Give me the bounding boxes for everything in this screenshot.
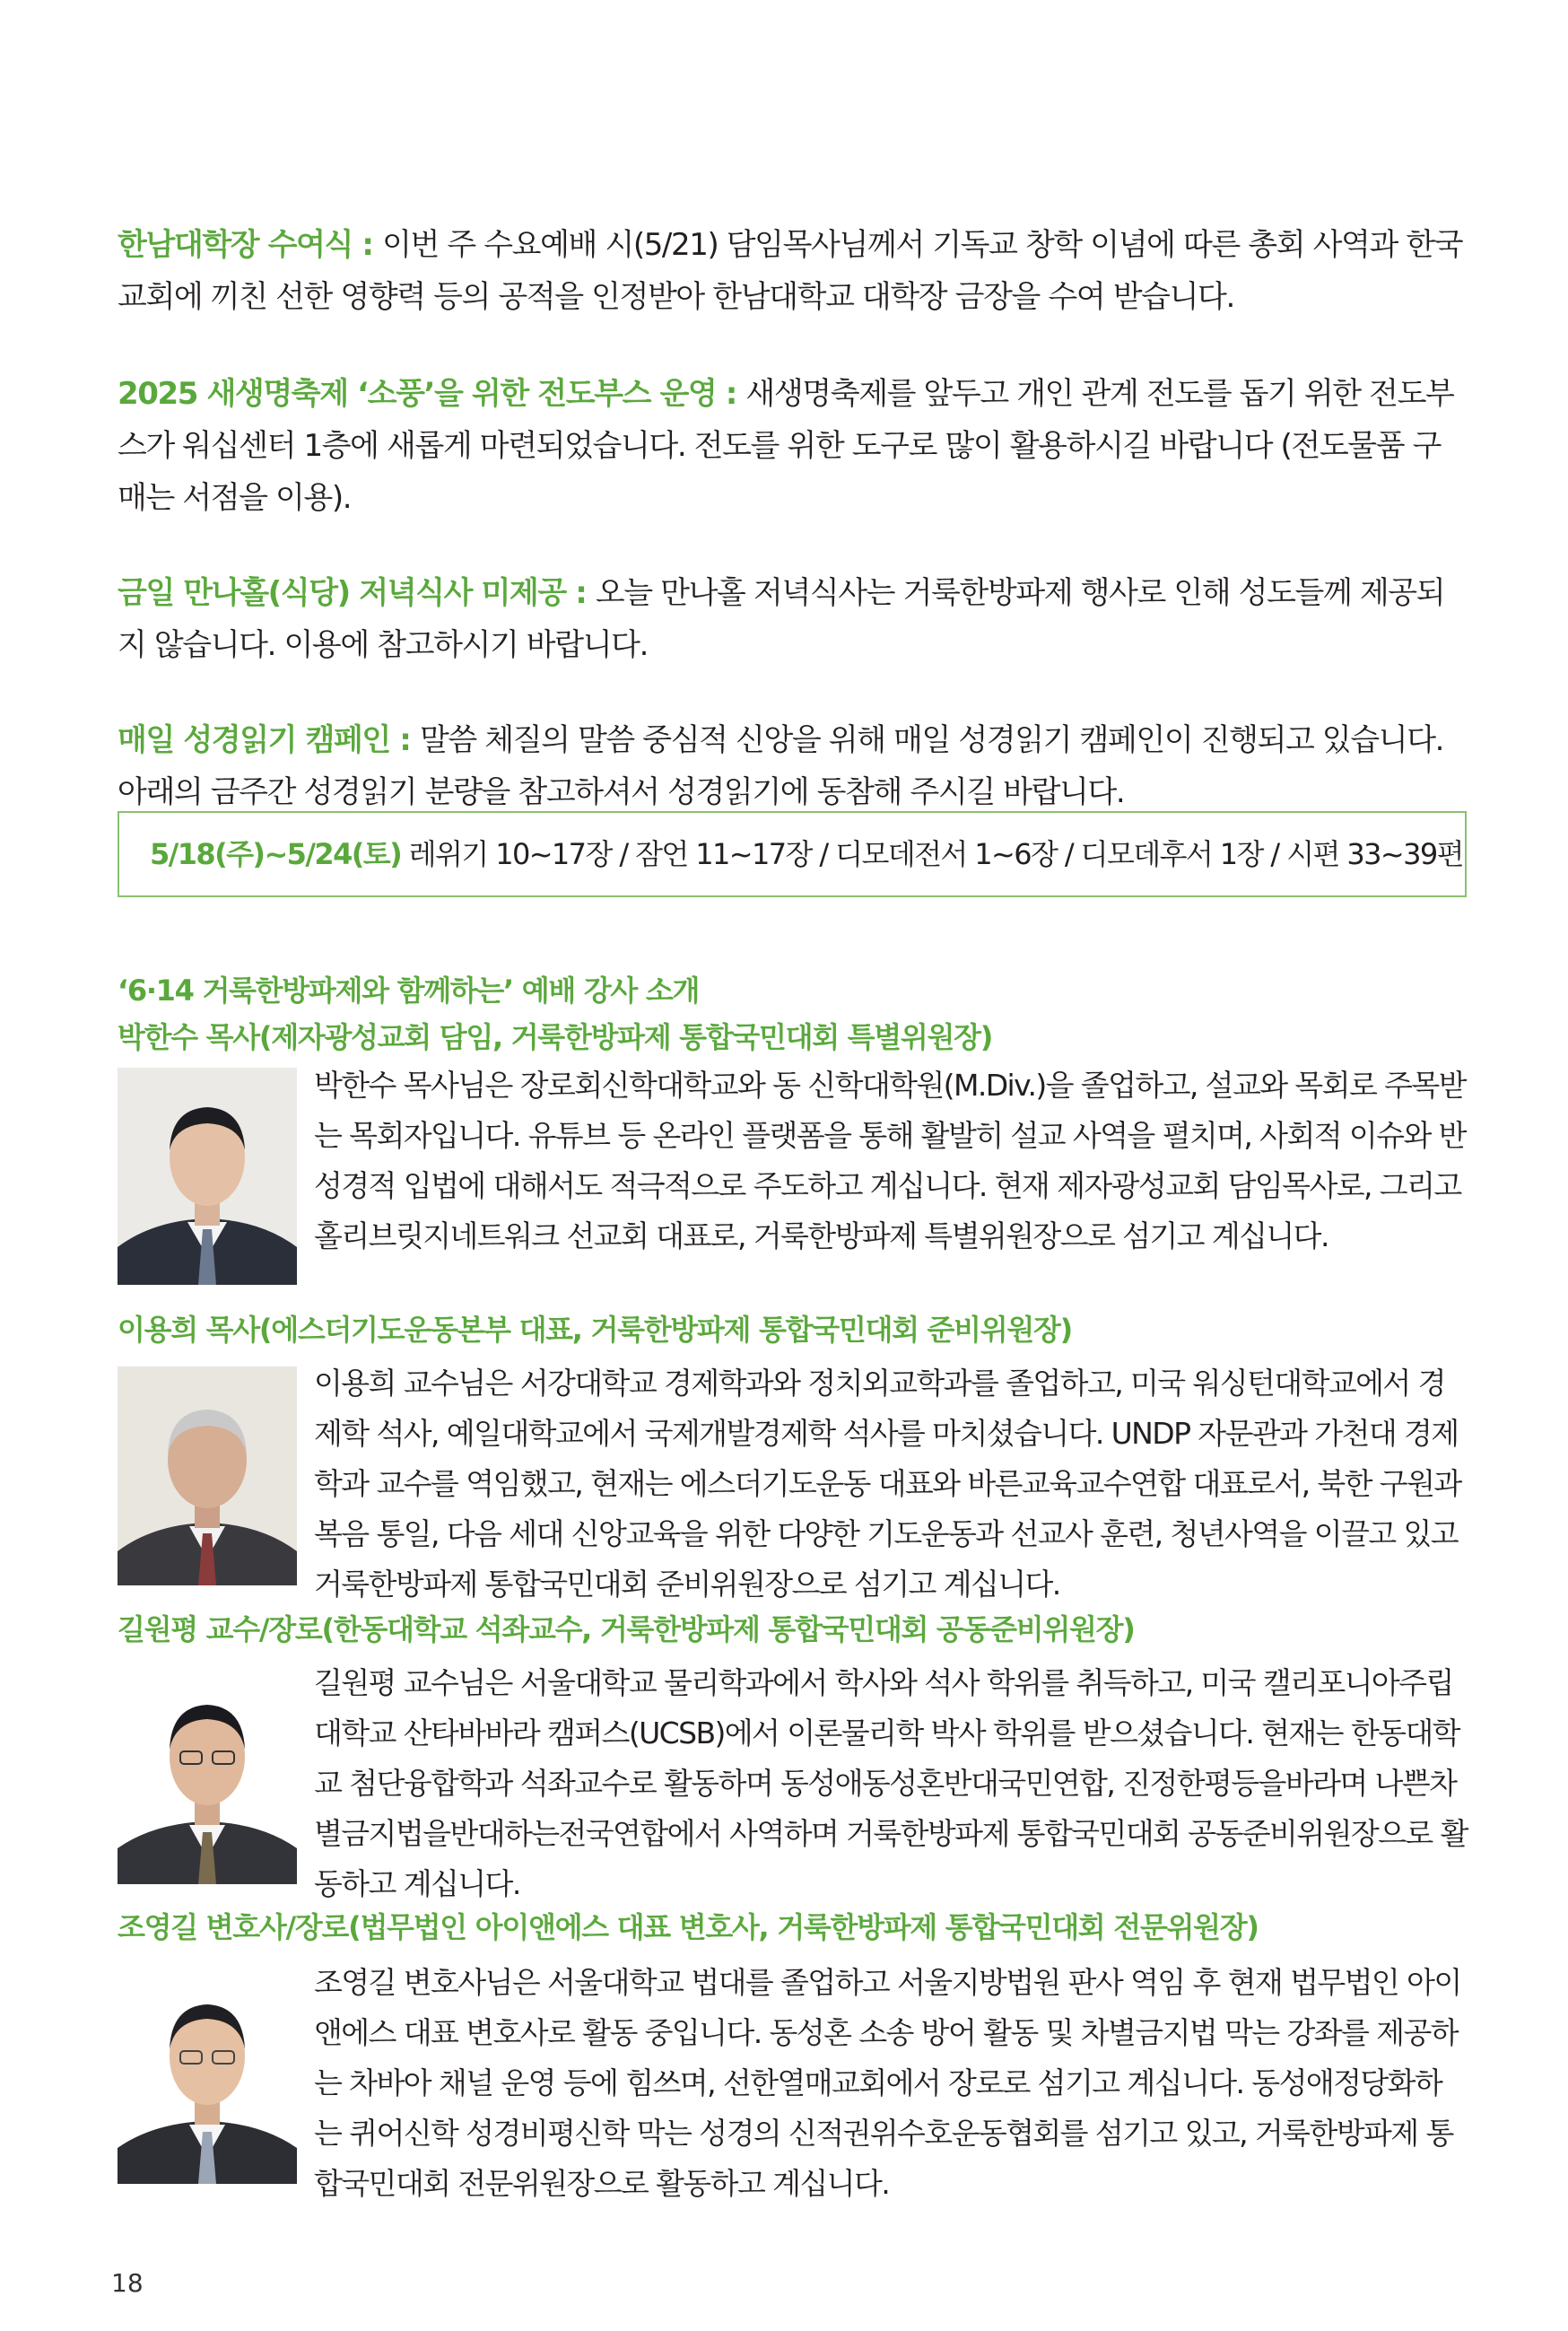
speaker-photo <box>118 1366 297 1585</box>
announcement-body: 새생명축제를 앞두고 개인 관계 전도를 돕기 위한 전도부스가 워십센터 1층에 새롭게 마련되었습니다. 전도를 위한 도구로 많이 활용하시길 바랍니다 (전도물품 구매는 서점을 이용). <box>118 376 1454 516</box>
speaker-heading: 이용희 목사(에스더기도운동본부 대표, 거룩한방파제 통합국민대회 준비위원장) <box>118 1313 1072 1347</box>
page-number: 18 <box>111 2268 144 2298</box>
speaker-heading: 길원평 교수/장로(한동대학교 석좌교수, 거룩한방파제 통합국민대회 공동준비위원장) <box>118 1612 1135 1646</box>
speaker-bio: 길원평 교수님은 서울대학교 물리학과에서 학사와 석사 학위를 취득하고, 미국 캘리포니아주립대학교 산타바바라 캠퍼스(UCSB)에서 이론물리학 박사 학위를 받으셨습니다. 현재는 한동대학교 첨단융합학과 석좌교수로 활동하며 동성애동성혼반대국민연합, 진정한평등을바라며 나쁜차별금지법을반대하는전국연합에서 사역하며 거룩한방파제 통합국민대회 공동준비위원장으로 활동하고 계십니다. <box>314 1665 1468 1901</box>
announcement-body: 오늘 만나홀 저녁식사는 거룩한방파제 행사로 인해 성도들께 제공되지 않습니다. 이용에 참고하시기 바랍니다. <box>118 575 1445 663</box>
announcement-hannam-award <box>118 219 1468 323</box>
speaker-photo <box>118 1965 297 2184</box>
announcement-evangelism-booth <box>118 368 1468 524</box>
reading-schedule-passages: 레위기 10~17장 / 잠언 11~17장 / 디모데전서 1~6장 / 디모데후서 1장 / 시편 33~39편 <box>401 837 1463 871</box>
speaker-heading: 조영길 변호사/장로(법무법인 아이앤에스 대표 변호사, 거룩한방파제 통합국민대회 전문위원장) <box>118 1910 1259 1944</box>
announcement-title: 한남대학장 수여식 : <box>118 227 383 263</box>
announcement-title: 매일 성경읽기 캠페인 : <box>118 722 420 758</box>
announcement-title: 금일 만나홀(식당) 저녁식사 미제공 : <box>118 575 596 611</box>
reading-schedule-dates: 5/18(주)~5/24(토) <box>150 837 402 871</box>
speaker-bio: 이용희 교수님은 서강대학교 경제학과와 정치외교학과를 졸업하고, 미국 워싱턴대학교에서 경제학 석사, 예일대학교에서 국제개발경제학 석사를 마치셨습니다. UNDP 자문관과 가천대 경제학과 교수를 역임했고, 현재는 에스더기도운동 대표와 바른교육교수연합 대표로서, 북한 구원과 복음 통일, 다음 세대 신앙교육을 위한 다양한 기도운동과 선교사 훈련, 청년사역을 이끌고 있고 거룩한방파제 통합국민대회 준비위원장으로 섬기고 계십니다. <box>314 1366 1461 1602</box>
speaker-bio: 박한수 목사님은 장로회신학대학교와 동 신학대학원(M.Div.)을 졸업하고, 설교와 목회로 주목받는 목회자입니다. 유튜브 등 온라인 플랫폼을 통해 활발히 설교 사역을 펼치며, 사회적 이슈와 반성경적 입법에 대해서도 적극적으로 주도하고 계십니다. 현재 제자광성교회 담임목사로, 그리고 홀리브릿지네트워크 선교회 대표로, 거룩한방파제 특별위원장으로 섬기고 계십니다. <box>314 1068 1466 1253</box>
speaker-photo <box>118 1665 297 1884</box>
announcement-body: 말씀 체질의 말씀 중심적 신앙을 위해 매일 성경읽기 캠페인이 진행되고 있습니다. 아래의 금주간 성경읽기 분량을 참고하셔서 성경읽기에 동참해 주시길 바랍니다. <box>118 722 1444 810</box>
reading-schedule-box <box>118 811 1467 897</box>
announcement-title: 2025 새생명축제 ‘소풍’을 위한 전도부스 운영 : <box>118 376 746 412</box>
speaker-bio: 조영길 변호사님은 서울대학교 법대를 졸업하고 서울지방법원 판사 역임 후 현재 법무법인 아이앤에스 대표 변호사로 활동 중입니다. 동성혼 소송 방어 활동 및 차별금지법 막는 강좌를 제공하는 차바아 채널 운영 등에 힘쓰며, 선한열매교회에서 장로로 섬기고 계십니다. 동성애정당화하는 퀴어신학 성경비평신학 막는 성경의 신적권위수호운동협회를 섬기고 있고, 거룩한방파제 통합국민대회 전문위원장으로 활동하고 계십니다. <box>314 1965 1461 2201</box>
announcement-dinner-notice <box>118 567 1468 671</box>
speaker-heading: 박한수 목사(제자광성교회 담임, 거룩한방파제 통합국민대회 특별위원장) <box>118 1020 993 1054</box>
announcement-bible-reading <box>118 714 1468 818</box>
speaker-photo <box>118 1068 297 1285</box>
announcement-body: 이번 주 수요예배 시(5/21) 담임목사님께서 기독교 창학 이념에 따른 총회 사역과 한국교회에 끼친 선한 영향력 등의 공적을 인정받아 한남대학교 대학장 금장을 수여 받습니다. <box>118 227 1463 315</box>
speakers-section-title: ‘6·14 거룩한방파제와 함께하는’ 예배 강사 소개 <box>118 973 700 1008</box>
